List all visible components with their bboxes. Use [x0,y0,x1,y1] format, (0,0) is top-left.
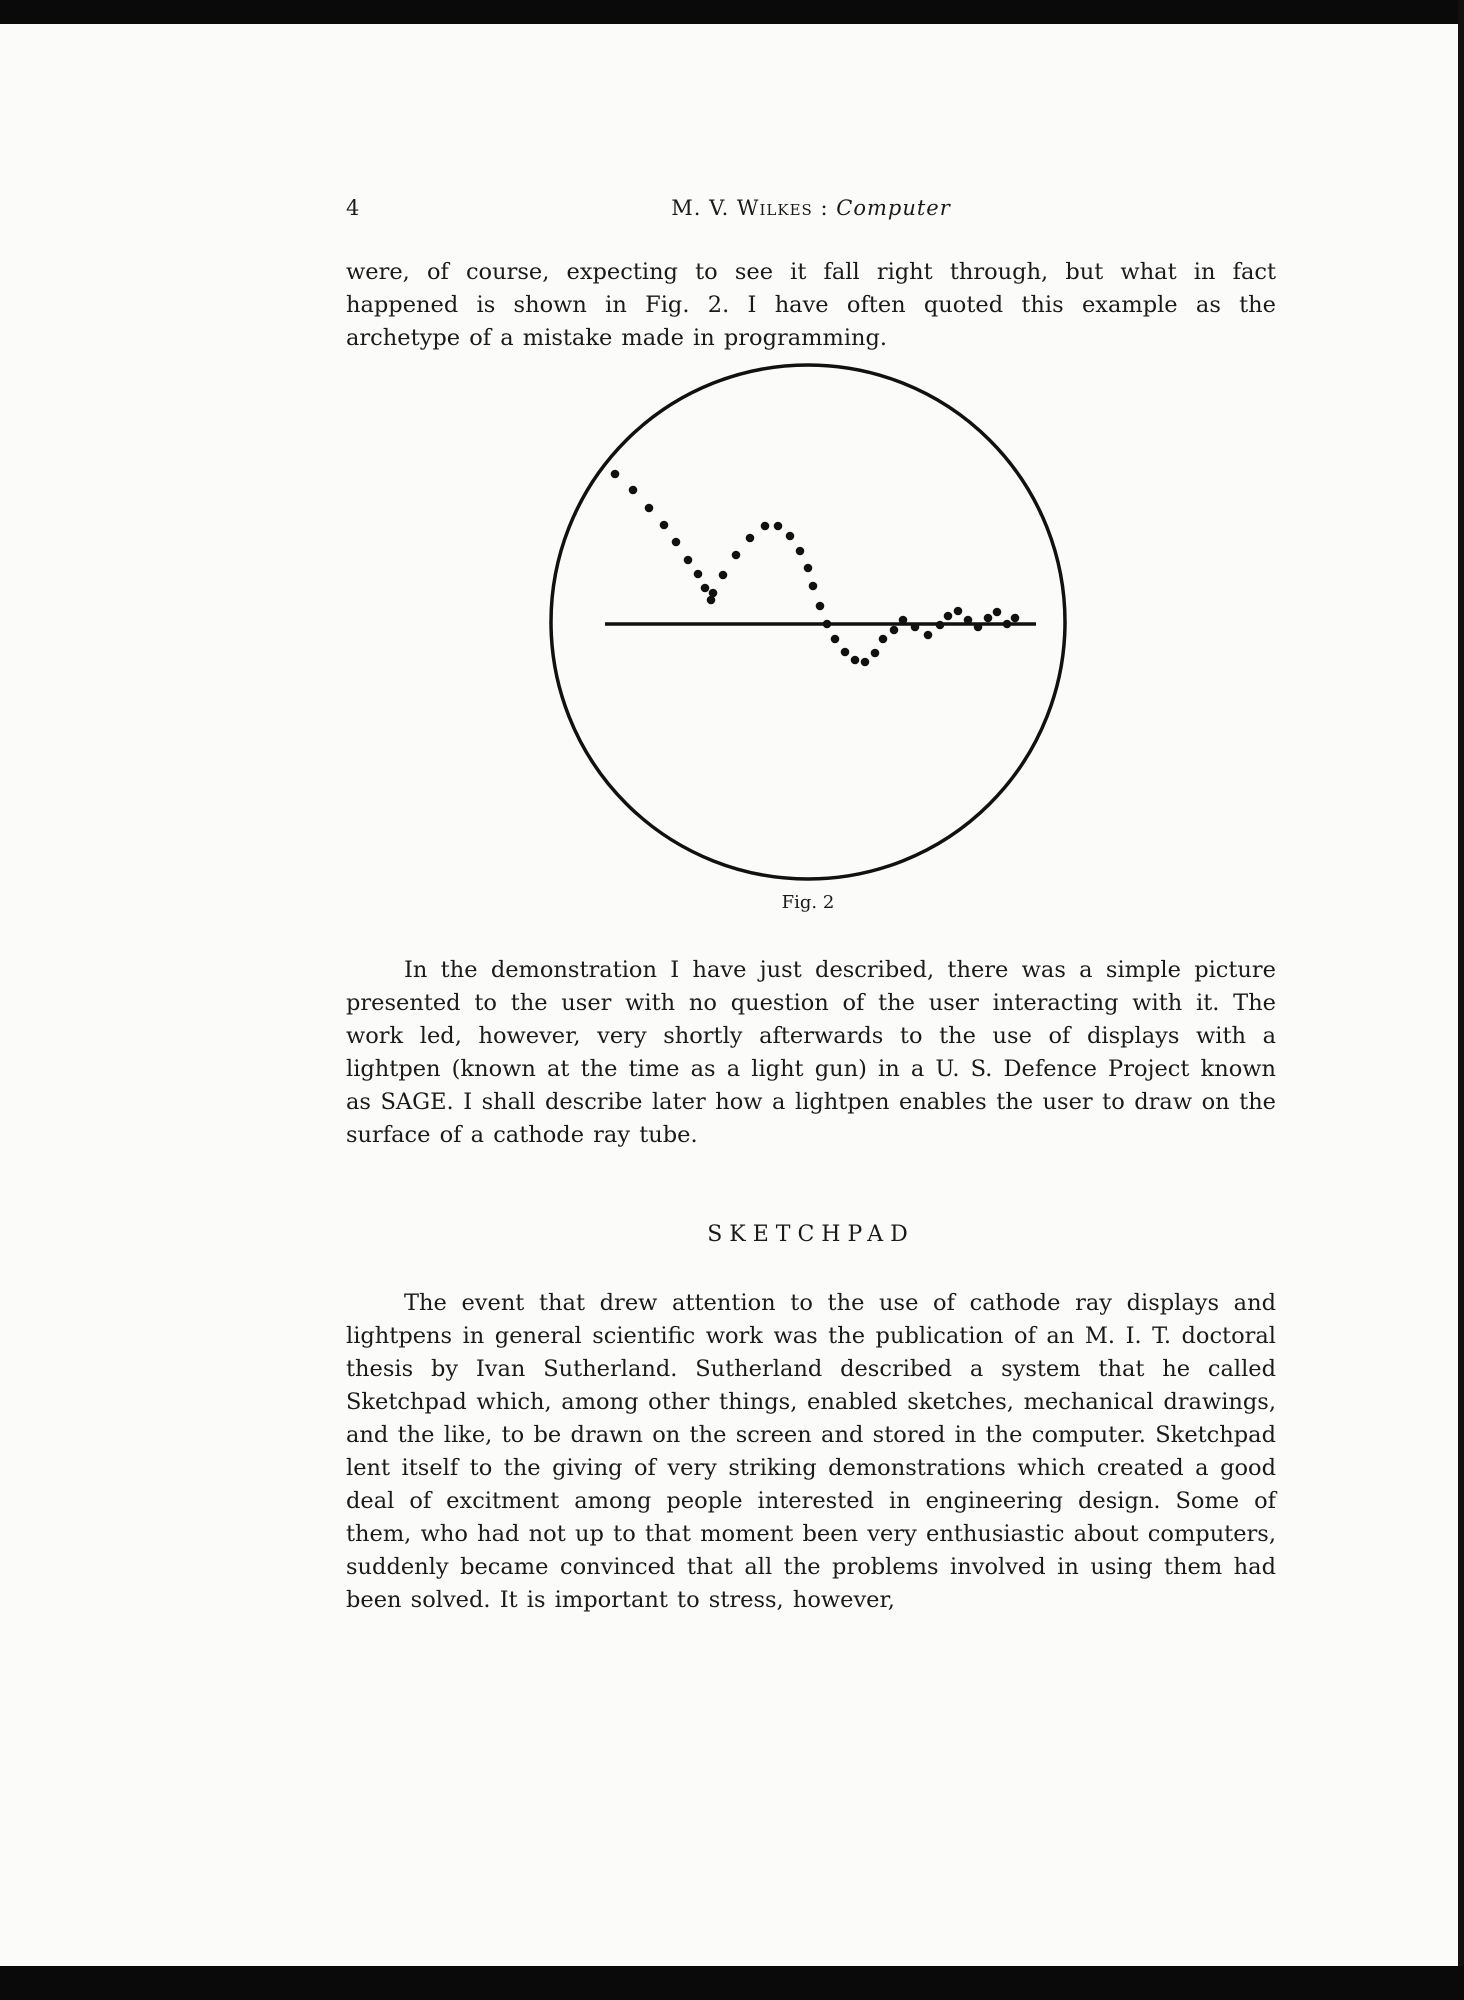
trajectory-dot [719,571,728,580]
trajectory-dot [944,612,953,621]
trajectory-dots [611,470,1020,667]
trajectory-dot [694,570,703,579]
trajectory-dot [629,486,638,495]
trajectory-dot [684,556,693,565]
crt-display-bouncing-ball-icon [548,362,1068,882]
scan-border-bottom [0,1966,1464,2000]
page-number: 4 [346,196,360,220]
running-head-title: Computer [836,196,951,220]
trajectory-dot [746,534,755,543]
trajectory-dot [786,532,795,541]
trajectory-dot [1011,614,1020,623]
trajectory-dot [732,551,741,560]
figure-caption: Fig. 2 [781,892,835,913]
trajectory-dot [861,658,870,667]
trajectory-dot [709,589,718,598]
trajectory-dot [984,614,993,623]
paragraph-sketchpad: The event that drew attention to the use of cathode ray displays and lightpens in general scientific work was the publication of an M. I. T. doctoral thesis by Ivan Sutherland. Sutherland described a system that he called Sketchpad which, among other things, enabled sketches, mechanical drawings, and the like, to be drawn on the screen and stored in the computer. Sketchpad lent itself to the giving of very striking demonstrations which created a good deal of excitment among people interested in engineering design. Some of them, who had not up to that moment been very enthusiastic about computers, suddenly became convinced that all the problems involved in using them had been solved. It is important to stress, however, [346,1290,1276,1613]
trajectory-dot [899,616,908,625]
trajectory-dot [761,522,770,531]
trajectory-dot [672,538,681,547]
trajectory-dot [954,607,963,616]
trajectory-dot [1003,620,1012,629]
trajectory-dot [816,602,825,611]
trajectory-dot [809,582,818,591]
paragraph-demonstration: In the demonstration I have just described, there was a simple picture presented to the user with no question of the user interacting with it. The work led, however, very shortly afterwards to the use of displays with a lightpen (known at the time as a light gun) in a U. S. Defence Project known as SAGE. I shall describe later how a lightpen enables the user to draw on the surface of a cathode ray tube. [346,957,1276,1148]
trajectory-dot [879,635,888,644]
scan-border-top [0,0,1464,24]
trajectory-dot [911,623,920,632]
trajectory-dot [924,631,933,640]
trajectory-dot [611,470,620,479]
trajectory-dot [774,522,783,531]
running-head-author: M. V. Wilkes [671,196,813,220]
trajectory-dot [796,547,805,556]
trajectory-dot [804,564,813,573]
trajectory-dot [841,648,850,657]
trajectory-dot [936,621,945,630]
section-heading: SKETCHPAD [707,1222,915,1247]
trajectory-dot [890,626,899,635]
paragraph-intro: were, of course, expecting to see it fall right through, but what in fact happened is shown in Fig. 2. I have often quoted this example as the archetype of a mistake made in programming. [346,259,1276,351]
running-head-separator: : [820,196,829,220]
trajectory-dot [964,616,973,625]
trajectory-dot [701,584,710,593]
running-head-text [346,196,1276,220]
trajectory-dot [660,521,669,530]
trajectory-dot [993,608,1002,617]
trajectory-dot [823,620,832,629]
trajectory-dot [871,649,880,658]
trajectory-dot [645,504,654,513]
figure-2-crt-display [548,362,1068,882]
running-head [346,196,1276,228]
scan-border-right [1458,0,1464,2000]
trajectory-dot [831,635,840,644]
trajectory-dot [851,656,860,665]
trajectory-dot [974,623,983,632]
